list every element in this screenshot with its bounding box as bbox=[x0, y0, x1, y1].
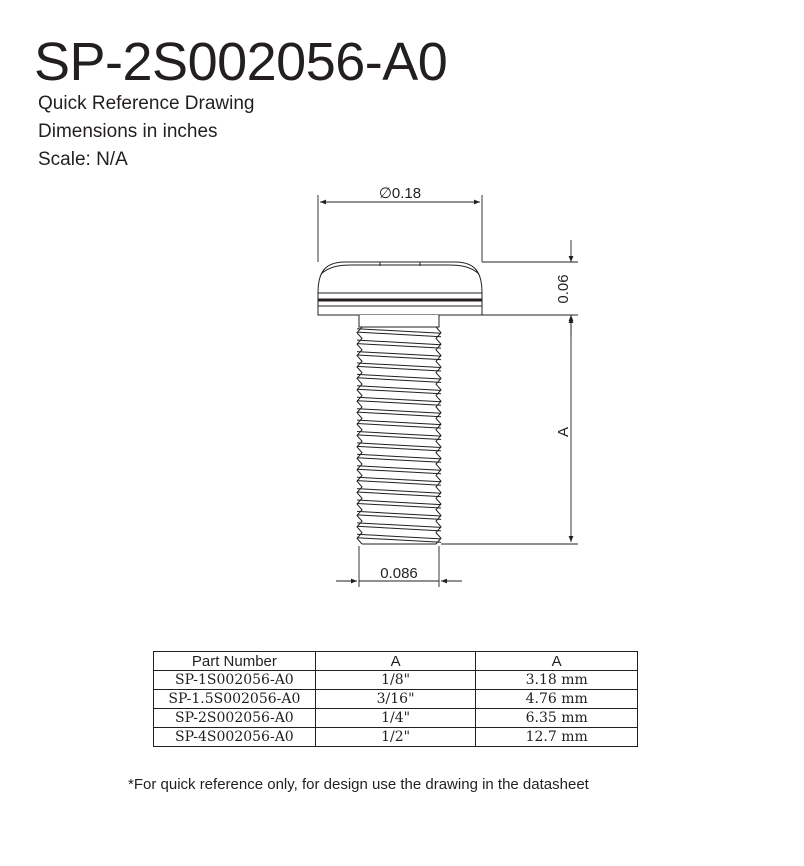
head-height-label: 0.06 bbox=[555, 274, 572, 304]
cell-a-inches: 1/2" bbox=[315, 728, 476, 747]
table-header-row bbox=[154, 652, 638, 671]
table-row bbox=[154, 709, 638, 728]
table-row bbox=[154, 728, 638, 747]
cell-part-number: SP-4S002056-A0 bbox=[154, 728, 316, 747]
subtitle-units: Dimensions in inches bbox=[38, 121, 218, 142]
cell-a-mm: 4.76 mm bbox=[476, 690, 638, 709]
header-part-number: Part Number bbox=[154, 652, 316, 671]
head-diameter-label: ∅0.18 bbox=[378, 185, 422, 202]
thread-lines bbox=[357, 327, 441, 544]
screw-head bbox=[318, 262, 482, 315]
parts-table bbox=[153, 651, 638, 747]
head-diameter-dimension bbox=[318, 195, 482, 262]
cell-a-mm: 12.7 mm bbox=[476, 728, 638, 747]
cell-a-mm: 6.35 mm bbox=[476, 709, 638, 728]
header-a-inches: A bbox=[315, 652, 476, 671]
footnote: *For quick reference only, for design use the drawing in the datasheet bbox=[128, 776, 589, 793]
page-title: SP-2S002056-A0 bbox=[34, 32, 448, 92]
length-label: A bbox=[555, 426, 572, 438]
header-a-mm: A bbox=[476, 652, 638, 671]
cell-a-inches: 1/4" bbox=[315, 709, 476, 728]
cell-part-number: SP-1.5S002056-A0 bbox=[154, 690, 316, 709]
cell-part-number: SP-2S002056-A0 bbox=[154, 709, 316, 728]
subtitle-scale: Scale: N/A bbox=[38, 149, 128, 170]
cell-a-mm: 3.18 mm bbox=[476, 671, 638, 690]
subtitle-drawing-type: Quick Reference Drawing bbox=[38, 93, 255, 114]
cell-part-number: SP-1S002056-A0 bbox=[154, 671, 316, 690]
table-row bbox=[154, 671, 638, 690]
cell-a-inches: 3/16" bbox=[315, 690, 476, 709]
shank-diameter-label: 0.086 bbox=[380, 565, 418, 582]
cell-a-inches: 1/8" bbox=[315, 671, 476, 690]
table-row bbox=[154, 690, 638, 709]
screw-shank bbox=[357, 315, 441, 544]
